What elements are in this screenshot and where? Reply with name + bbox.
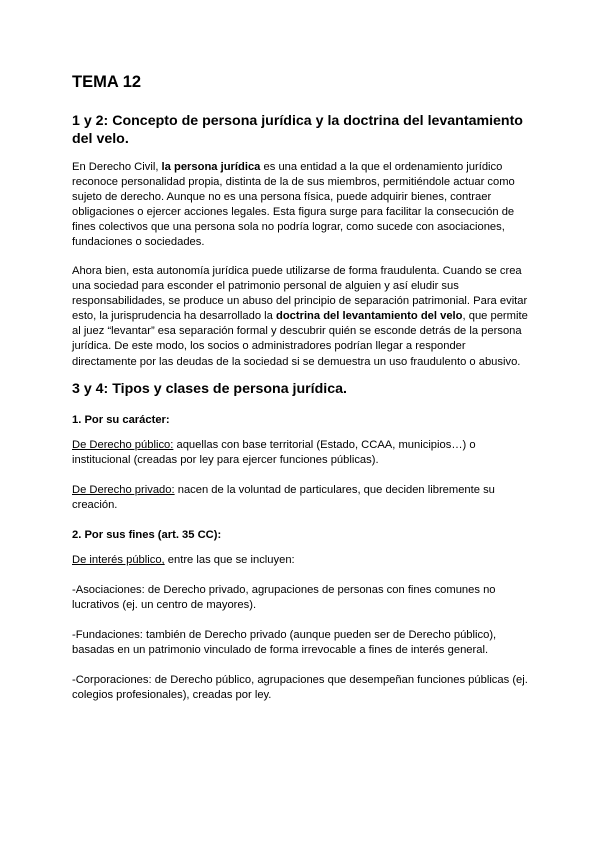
p1-post: es una entidad a la que el ordenamiento jurídico reconoce personalidad propia, distinta de la de sus miembros, permitiéndole actuar como sujeto de derecho. Aunque no es una persona física, puede adquirir bienes, contraer obligaciones o ejercer acciones legales. Esta figura surge para facilitar la consecución de fines colectivos que una persona sola no podría lograr, como sucede con asociaciones, fundaciones o sociedades. [72, 161, 515, 249]
p2-pre: Ahora bien, esta autonomía jurídica puede utilizarse de forma fraudulenta. Cuando se crea una sociedad para esconder el patrimonio personal de alguien y así eludir sus responsabilidades, se produce un abuso del principio de separación patrimonial. Para evitar esto, la jurisprudencia ha desarrollado la [72, 265, 528, 323]
paragraph-derecho-privado [72, 483, 532, 513]
paragraph-persona-juridica [72, 160, 532, 251]
document-title: TEMA 12 [72, 73, 142, 91]
p2-bold: doctrina del levantamiento del velo [275, 310, 463, 323]
p2-post: , que permite al juez “levantar” esa separación formal y descubrir quién se esconde detrás de la persona jurídica. De este modo, los socios o administradores podrían llegar a responder directamente por las deudas de la sociedad si se demuestra un uso fraudulento o abusivo. [72, 310, 528, 368]
section-heading-tipos: 3 y 4: Tipos y clases de persona jurídica. [72, 381, 347, 397]
list-item-asociaciones: -Asociaciones: de Derecho privado, agrupaciones de personas con fines comunes no lucrativos (ej. un centro de mayores). [72, 584, 496, 612]
list-item-corporaciones: -Corporaciones: de Derecho público, agrupaciones que desempeñan funciones públicas (ej. colegios profesionales), creadas por ley. [72, 674, 528, 702]
p1-bold: la persona jurídica [161, 161, 261, 173]
label-derecho-privado: De Derecho privado: [72, 484, 175, 496]
label-interes-publico: De interés público, [72, 554, 165, 566]
paragraph-derecho-publico [72, 438, 532, 468]
list-item-fundaciones: -Fundaciones: también de Derecho privado (aunque pueden ser de Derecho público), basadas en un patrimonio vinculado de forma irrevocable a fines de interés general. [72, 629, 497, 657]
subheading-caracter: 1. Por su carácter: [72, 414, 170, 426]
text-interes-publico: entre las que se incluyen: [164, 554, 295, 566]
p1-pre: En Derecho Civil, [72, 161, 162, 173]
paragraph-levantamiento-velo [72, 264, 532, 370]
text-derecho-privado: nacen de la voluntad de particulares, que deciden libremente su creación. [72, 484, 495, 512]
label-derecho-publico: De Derecho público: [72, 439, 174, 451]
text-derecho-publico: aquellas con base territorial (Estado, CCAA, municipios…) o institucional (creadas por ley para ejercer funciones públicas). [72, 439, 476, 467]
section-heading-concepto: 1 y 2: Concepto de persona jurídica y la doctrina del levantamiento del velo. [72, 113, 523, 147]
subheading-fines: 2. Por sus fines (art. 35 CC): [72, 529, 222, 541]
paragraph-interes-publico [72, 553, 532, 568]
